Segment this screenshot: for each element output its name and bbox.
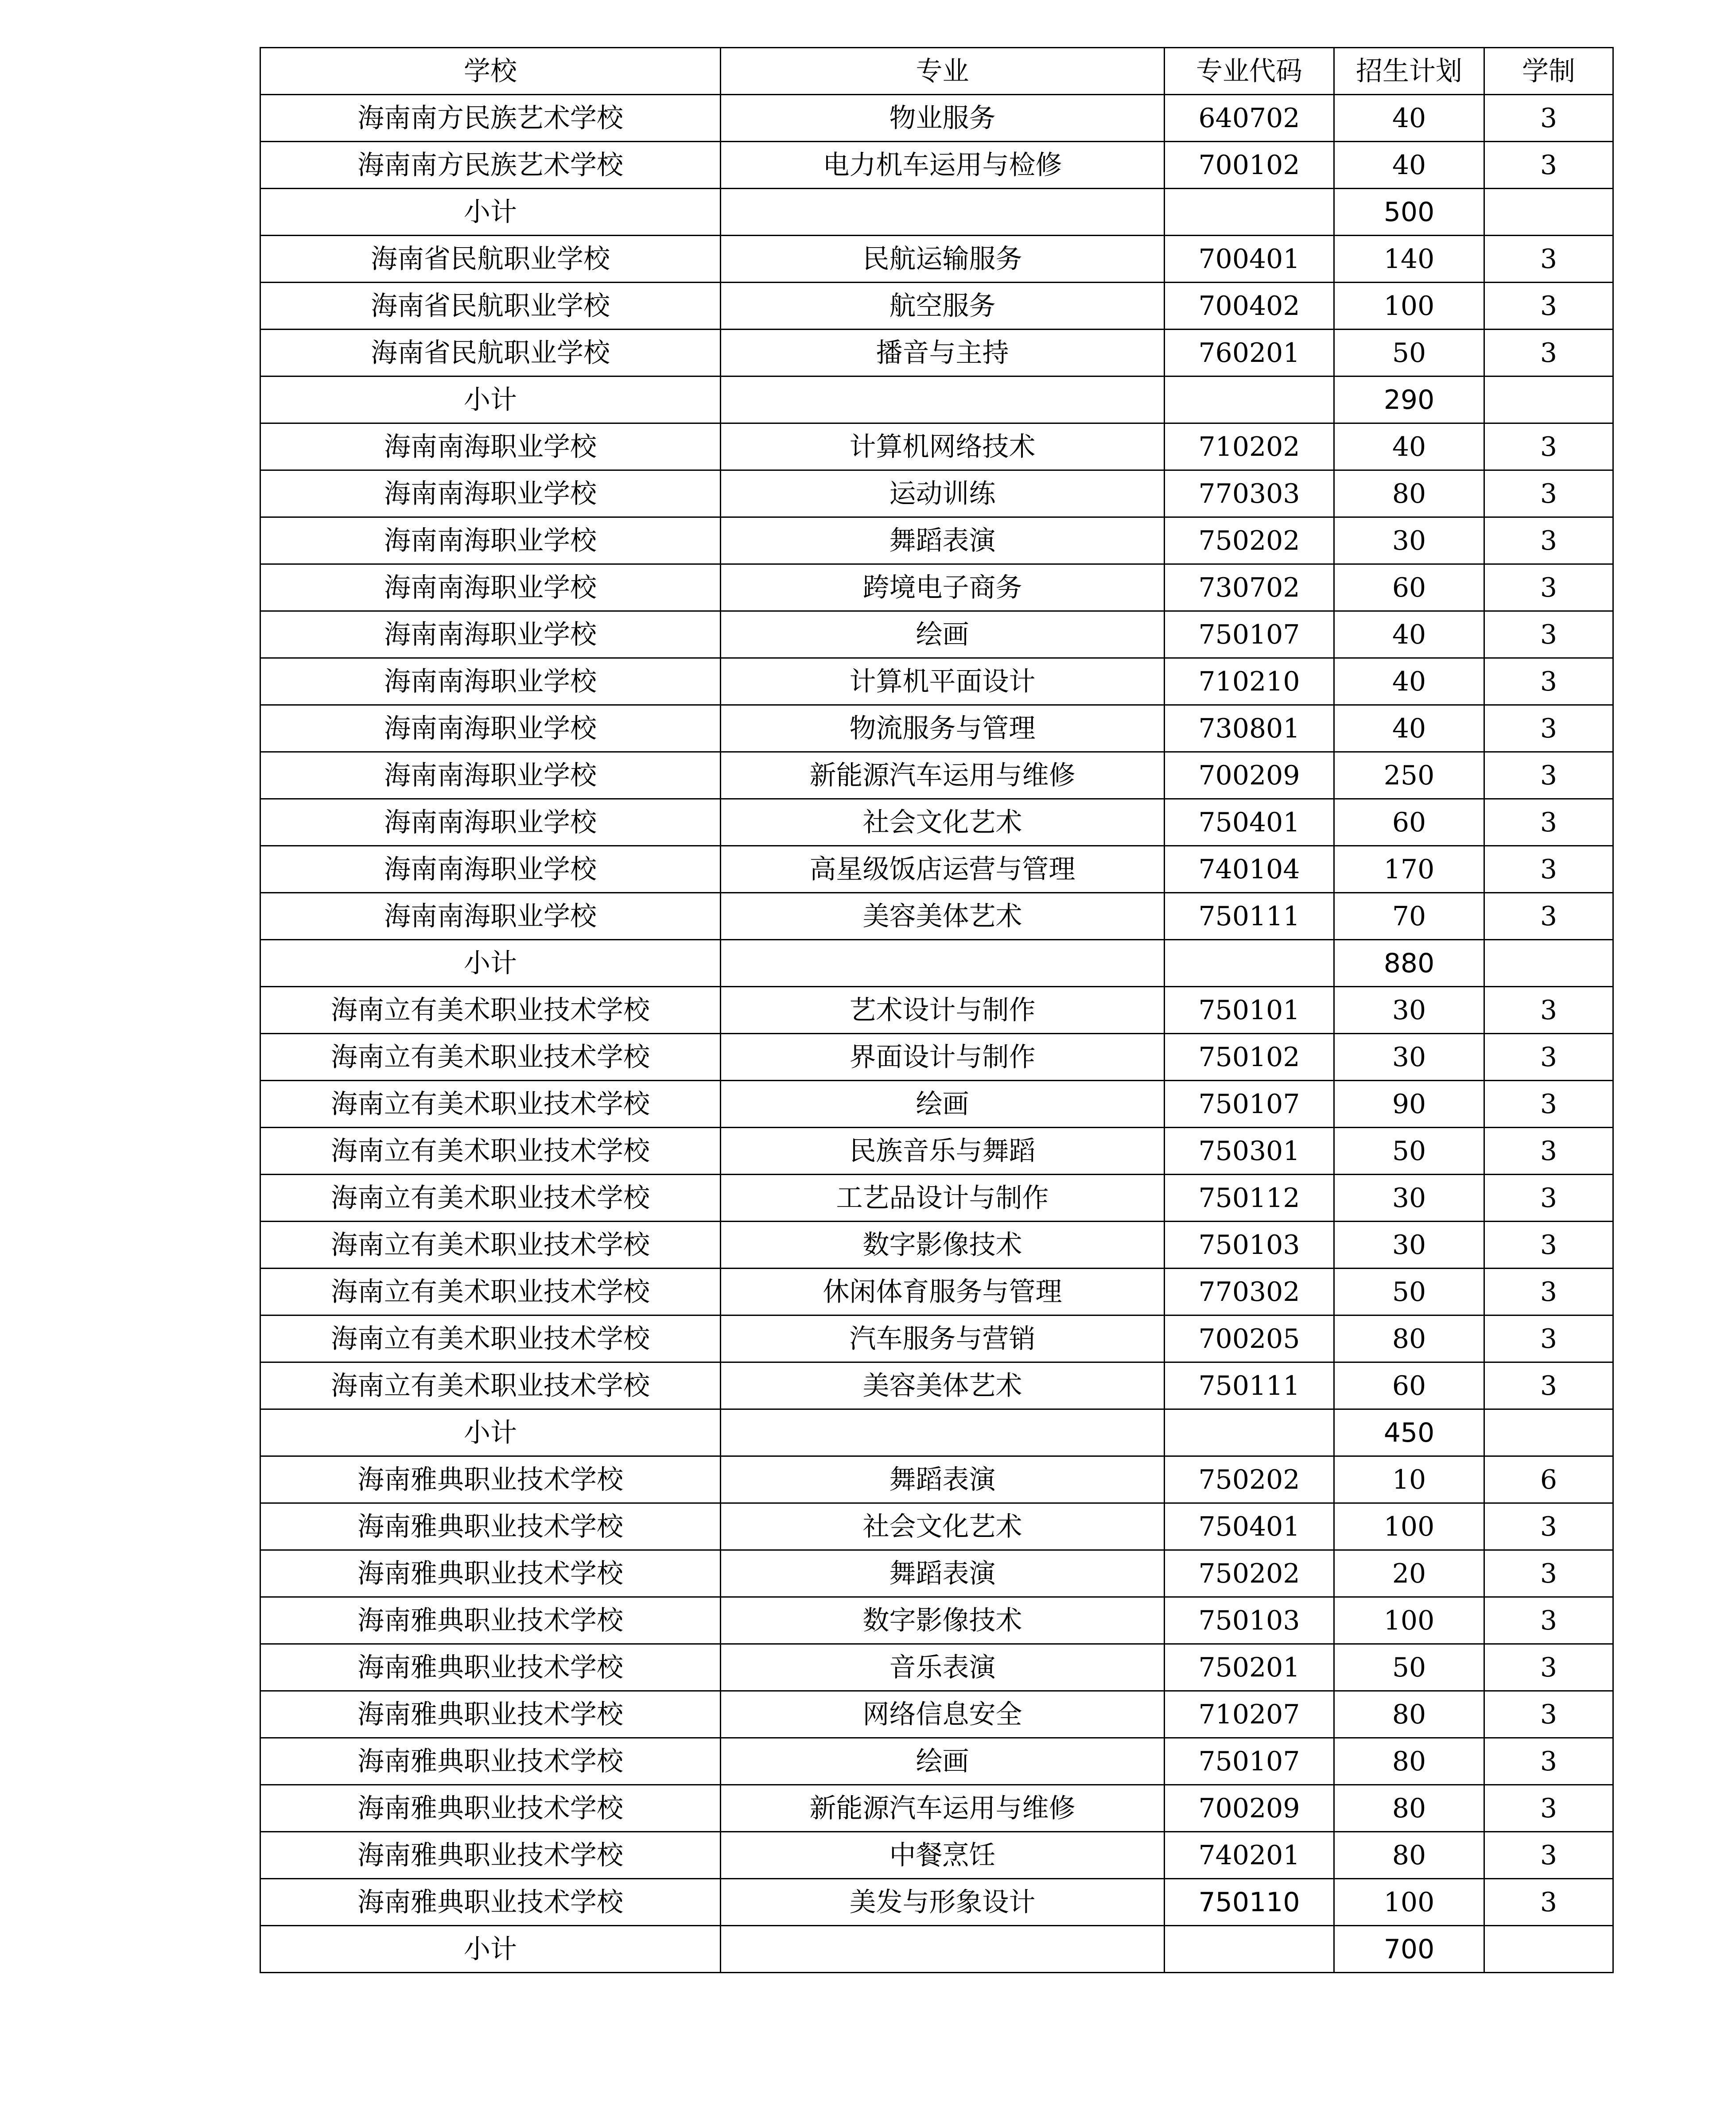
header-school: 学校 <box>260 48 721 95</box>
major-cell: 高星级饭店运营与管理 <box>721 846 1165 893</box>
school-cell: 海南南海职业学校 <box>260 517 721 564</box>
duration-cell: 3 <box>1484 1081 1613 1128</box>
subtotal-label: 小计 <box>260 1409 721 1456</box>
major-code-cell: 710207 <box>1165 1691 1334 1738</box>
major-code-cell: 750111 <box>1165 893 1334 940</box>
subtotal-total: 500 <box>1334 189 1484 236</box>
enrollment-plan-cell: 170 <box>1334 846 1484 893</box>
duration-cell: 3 <box>1484 1175 1613 1222</box>
subtotal-row <box>260 1926 1613 1973</box>
table-row <box>260 1128 1613 1175</box>
school-cell: 海南南方民族艺术学校 <box>260 142 721 189</box>
enrollment-plan-cell: 40 <box>1334 142 1484 189</box>
school-cell: 海南雅典职业技术学校 <box>260 1879 721 1926</box>
major-code-cell: 750103 <box>1165 1222 1334 1269</box>
duration-cell: 3 <box>1484 1269 1613 1315</box>
table-row <box>260 564 1613 611</box>
enrollment-plan-cell: 100 <box>1334 1879 1484 1926</box>
major-code-cell: 750112 <box>1165 1175 1334 1222</box>
subtotal-label: 小计 <box>260 1926 721 1973</box>
enrollment-plan-cell: 90 <box>1334 1081 1484 1128</box>
duration-cell: 3 <box>1484 470 1613 517</box>
table-row <box>260 1503 1613 1550</box>
major-cell: 艺术设计与制作 <box>721 987 1165 1034</box>
major-cell: 计算机网络技术 <box>721 423 1165 470</box>
subtotal-total: 290 <box>1334 376 1484 423</box>
major-code-cell: 750103 <box>1165 1597 1334 1644</box>
subtotal-empty-code <box>1165 189 1334 236</box>
major-cell: 社会文化艺术 <box>721 799 1165 846</box>
duration-cell: 3 <box>1484 752 1613 799</box>
subtotal-empty-code <box>1165 1926 1334 1973</box>
duration-cell: 3 <box>1484 142 1613 189</box>
school-cell: 海南南海职业学校 <box>260 658 721 705</box>
major-cell: 舞蹈表演 <box>721 517 1165 564</box>
duration-cell: 3 <box>1484 1550 1613 1597</box>
major-code-cell: 750201 <box>1165 1644 1334 1691</box>
enrollment-plan-cell: 80 <box>1334 1785 1484 1832</box>
enrollment-plan-cell: 10 <box>1334 1456 1484 1503</box>
major-cell: 绘画 <box>721 1738 1165 1785</box>
school-cell: 海南南海职业学校 <box>260 846 721 893</box>
enrollment-plan-cell: 30 <box>1334 1175 1484 1222</box>
major-code-cell: 700209 <box>1165 752 1334 799</box>
school-cell: 海南省民航职业学校 <box>260 330 721 376</box>
major-cell: 美容美体艺术 <box>721 1362 1165 1409</box>
enrollment-plan-cell: 40 <box>1334 611 1484 658</box>
duration-cell: 3 <box>1484 893 1613 940</box>
enrollment-plan-cell: 80 <box>1334 1738 1484 1785</box>
major-code-cell: 750202 <box>1165 517 1334 564</box>
table-row <box>260 846 1613 893</box>
school-cell: 海南立有美术职业技术学校 <box>260 1034 721 1081</box>
subtotal-empty-duration <box>1484 1409 1613 1456</box>
enrollment-plan-cell: 60 <box>1334 1362 1484 1409</box>
header-major: 专业 <box>721 48 1165 95</box>
table-row <box>260 1456 1613 1503</box>
duration-cell: 3 <box>1484 1128 1613 1175</box>
major-code-cell: 740201 <box>1165 1832 1334 1879</box>
subtotal-empty-duration <box>1484 376 1613 423</box>
table-row <box>260 1362 1613 1409</box>
header-duration: 学制 <box>1484 48 1613 95</box>
subtotal-empty-duration <box>1484 940 1613 987</box>
enrollment-plan-cell: 40 <box>1334 95 1484 142</box>
table-row <box>260 1222 1613 1269</box>
major-code-cell: 700402 <box>1165 283 1334 330</box>
major-code-cell: 750401 <box>1165 1503 1334 1550</box>
subtotal-empty-code <box>1165 376 1334 423</box>
major-cell: 美容美体艺术 <box>721 893 1165 940</box>
duration-cell: 3 <box>1484 283 1613 330</box>
table-row <box>260 470 1613 517</box>
duration-cell: 3 <box>1484 564 1613 611</box>
subtotal-label: 小计 <box>260 940 721 987</box>
table-row <box>260 705 1613 752</box>
school-cell: 海南南海职业学校 <box>260 752 721 799</box>
subtotal-row <box>260 189 1613 236</box>
table-row <box>260 1691 1613 1738</box>
enrollment-plan-cell: 100 <box>1334 1503 1484 1550</box>
duration-cell: 3 <box>1484 1738 1613 1785</box>
enrollment-plan-cell: 40 <box>1334 658 1484 705</box>
duration-cell: 3 <box>1484 236 1613 283</box>
school-cell: 海南南方民族艺术学校 <box>260 95 721 142</box>
duration-cell: 3 <box>1484 1832 1613 1879</box>
major-cell: 新能源汽车运用与维修 <box>721 1785 1165 1832</box>
enrollment-plan-cell: 80 <box>1334 470 1484 517</box>
school-cell: 海南南海职业学校 <box>260 564 721 611</box>
enrollment-plan-cell: 100 <box>1334 1597 1484 1644</box>
table-row <box>260 1785 1613 1832</box>
major-cell: 社会文化艺术 <box>721 1503 1165 1550</box>
enrollment-plan-cell: 40 <box>1334 705 1484 752</box>
major-code-cell: 750107 <box>1165 1738 1334 1785</box>
duration-cell: 3 <box>1484 705 1613 752</box>
subtotal-empty-code <box>1165 940 1334 987</box>
major-cell: 美发与形象设计 <box>721 1879 1165 1926</box>
major-cell: 界面设计与制作 <box>721 1034 1165 1081</box>
duration-cell: 3 <box>1484 1597 1613 1644</box>
table-row <box>260 1081 1613 1128</box>
table-row <box>260 330 1613 376</box>
header-enrollment-plan: 招生计划 <box>1334 48 1484 95</box>
major-cell: 汽车服务与营销 <box>721 1315 1165 1362</box>
major-code-cell: 700401 <box>1165 236 1334 283</box>
major-code-cell: 640702 <box>1165 95 1334 142</box>
table-row <box>260 1315 1613 1362</box>
duration-cell: 3 <box>1484 658 1613 705</box>
table-row <box>260 236 1613 283</box>
school-cell: 海南立有美术职业技术学校 <box>260 987 721 1034</box>
major-code-cell: 700209 <box>1165 1785 1334 1832</box>
subtotal-total: 450 <box>1334 1409 1484 1456</box>
major-code-cell: 710202 <box>1165 423 1334 470</box>
table-row <box>260 987 1613 1034</box>
major-cell: 新能源汽车运用与维修 <box>721 752 1165 799</box>
major-code-cell: 750401 <box>1165 799 1334 846</box>
school-cell: 海南省民航职业学校 <box>260 236 721 283</box>
major-code-cell: 750110 <box>1165 1879 1334 1926</box>
major-code-cell: 760201 <box>1165 330 1334 376</box>
major-code-cell: 750202 <box>1165 1550 1334 1597</box>
major-cell: 航空服务 <box>721 283 1165 330</box>
major-cell: 物业服务 <box>721 95 1165 142</box>
subtotal-total: 880 <box>1334 940 1484 987</box>
major-cell: 舞蹈表演 <box>721 1456 1165 1503</box>
school-cell: 海南雅典职业技术学校 <box>260 1597 721 1644</box>
table-row <box>260 893 1613 940</box>
school-cell: 海南南海职业学校 <box>260 470 721 517</box>
table-row <box>260 1879 1613 1926</box>
enrollment-plan-cell: 80 <box>1334 1691 1484 1738</box>
table-row <box>260 1034 1613 1081</box>
duration-cell: 3 <box>1484 330 1613 376</box>
duration-cell: 3 <box>1484 1362 1613 1409</box>
enrollment-plan-cell: 80 <box>1334 1315 1484 1362</box>
table-body <box>260 95 1613 1973</box>
duration-cell: 3 <box>1484 1034 1613 1081</box>
table-row <box>260 752 1613 799</box>
major-cell: 电力机车运用与检修 <box>721 142 1165 189</box>
school-cell: 海南雅典职业技术学校 <box>260 1503 721 1550</box>
duration-cell: 3 <box>1484 1644 1613 1691</box>
major-code-cell: 770302 <box>1165 1269 1334 1315</box>
table-row <box>260 1644 1613 1691</box>
school-cell: 海南立有美术职业技术学校 <box>260 1175 721 1222</box>
subtotal-empty-major <box>721 940 1165 987</box>
duration-cell: 3 <box>1484 1222 1613 1269</box>
duration-cell: 3 <box>1484 423 1613 470</box>
major-code-cell: 700205 <box>1165 1315 1334 1362</box>
major-code-cell: 750101 <box>1165 987 1334 1034</box>
subtotal-empty-major <box>721 376 1165 423</box>
enrollment-plan-cell: 50 <box>1334 1269 1484 1315</box>
table-row <box>260 1175 1613 1222</box>
school-cell: 海南雅典职业技术学校 <box>260 1785 721 1832</box>
subtotal-row <box>260 376 1613 423</box>
major-code-cell: 730801 <box>1165 705 1334 752</box>
table-row <box>260 1832 1613 1879</box>
subtotal-empty-major <box>721 1926 1165 1973</box>
table-row <box>260 1550 1613 1597</box>
subtotal-total: 700 <box>1334 1926 1484 1973</box>
school-cell: 海南雅典职业技术学校 <box>260 1456 721 1503</box>
major-cell: 计算机平面设计 <box>721 658 1165 705</box>
table-row <box>260 658 1613 705</box>
enrollment-plan-cell: 70 <box>1334 893 1484 940</box>
table-row <box>260 799 1613 846</box>
subtotal-empty-major <box>721 189 1165 236</box>
major-cell: 工艺品设计与制作 <box>721 1175 1165 1222</box>
table-row <box>260 95 1613 142</box>
duration-cell: 3 <box>1484 1879 1613 1926</box>
table-row <box>260 142 1613 189</box>
major-cell: 播音与主持 <box>721 330 1165 376</box>
major-code-cell: 700102 <box>1165 142 1334 189</box>
major-code-cell: 750107 <box>1165 1081 1334 1128</box>
enrollment-plan-cell: 30 <box>1334 1222 1484 1269</box>
enrollment-plan-cell: 250 <box>1334 752 1484 799</box>
school-cell: 海南雅典职业技术学校 <box>260 1738 721 1785</box>
major-cell: 休闲体育服务与管理 <box>721 1269 1165 1315</box>
enrollment-plan-table <box>260 47 1614 1973</box>
major-cell: 运动训练 <box>721 470 1165 517</box>
subtotal-label: 小计 <box>260 376 721 423</box>
enrollment-plan-cell: 50 <box>1334 1128 1484 1175</box>
major-cell: 中餐烹饪 <box>721 1832 1165 1879</box>
subtotal-label: 小计 <box>260 189 721 236</box>
school-cell: 海南雅典职业技术学校 <box>260 1644 721 1691</box>
major-cell: 跨境电子商务 <box>721 564 1165 611</box>
school-cell: 海南雅典职业技术学校 <box>260 1691 721 1738</box>
duration-cell: 3 <box>1484 95 1613 142</box>
enrollment-plan-cell: 20 <box>1334 1550 1484 1597</box>
major-code-cell: 710210 <box>1165 658 1334 705</box>
table-row <box>260 1738 1613 1785</box>
school-cell: 海南雅典职业技术学校 <box>260 1550 721 1597</box>
major-code-cell: 750102 <box>1165 1034 1334 1081</box>
enrollment-plan-cell: 80 <box>1334 1832 1484 1879</box>
school-cell: 海南省民航职业学校 <box>260 283 721 330</box>
enrollment-plan-cell: 30 <box>1334 1034 1484 1081</box>
duration-cell: 3 <box>1484 1315 1613 1362</box>
duration-cell: 6 <box>1484 1456 1613 1503</box>
subtotal-empty-duration <box>1484 1926 1613 1973</box>
enrollment-plan-cell: 30 <box>1334 987 1484 1034</box>
major-cell: 数字影像技术 <box>721 1597 1165 1644</box>
major-cell: 绘画 <box>721 611 1165 658</box>
school-cell: 海南立有美术职业技术学校 <box>260 1362 721 1409</box>
school-cell: 海南立有美术职业技术学校 <box>260 1081 721 1128</box>
duration-cell: 3 <box>1484 611 1613 658</box>
duration-cell: 3 <box>1484 1691 1613 1738</box>
school-cell: 海南南海职业学校 <box>260 611 721 658</box>
enrollment-plan-cell: 40 <box>1334 423 1484 470</box>
enrollment-plan-cell: 30 <box>1334 517 1484 564</box>
major-code-cell: 750107 <box>1165 611 1334 658</box>
table-row <box>260 423 1613 470</box>
header-row <box>260 48 1613 95</box>
school-cell: 海南立有美术职业技术学校 <box>260 1315 721 1362</box>
enrollment-plan-cell: 100 <box>1334 283 1484 330</box>
subtotal-empty-major <box>721 1409 1165 1456</box>
table-row <box>260 283 1613 330</box>
school-cell: 海南南海职业学校 <box>260 893 721 940</box>
table-row <box>260 1269 1613 1315</box>
enrollment-plan-cell: 140 <box>1334 236 1484 283</box>
enrollment-plan-cell: 50 <box>1334 330 1484 376</box>
major-cell: 民族音乐与舞蹈 <box>721 1128 1165 1175</box>
major-code-cell: 750111 <box>1165 1362 1334 1409</box>
subtotal-empty-duration <box>1484 189 1613 236</box>
enrollment-plan-cell: 60 <box>1334 564 1484 611</box>
table-row <box>260 611 1613 658</box>
subtotal-row <box>260 1409 1613 1456</box>
table-row <box>260 1597 1613 1644</box>
school-cell: 海南立有美术职业技术学校 <box>260 1269 721 1315</box>
duration-cell: 3 <box>1484 1785 1613 1832</box>
duration-cell: 3 <box>1484 846 1613 893</box>
major-code-cell: 770303 <box>1165 470 1334 517</box>
major-cell: 物流服务与管理 <box>721 705 1165 752</box>
major-cell: 音乐表演 <box>721 1644 1165 1691</box>
school-cell: 海南立有美术职业技术学校 <box>260 1222 721 1269</box>
duration-cell: 3 <box>1484 987 1613 1034</box>
duration-cell: 3 <box>1484 517 1613 564</box>
enrollment-plan-cell: 60 <box>1334 799 1484 846</box>
duration-cell: 3 <box>1484 1503 1613 1550</box>
subtotal-row <box>260 940 1613 987</box>
major-code-cell: 750301 <box>1165 1128 1334 1175</box>
major-cell: 数字影像技术 <box>721 1222 1165 1269</box>
school-cell: 海南雅典职业技术学校 <box>260 1832 721 1879</box>
subtotal-empty-code <box>1165 1409 1334 1456</box>
major-code-cell: 730702 <box>1165 564 1334 611</box>
school-cell: 海南南海职业学校 <box>260 705 721 752</box>
table-row <box>260 517 1613 564</box>
header-major-code: 专业代码 <box>1165 48 1334 95</box>
enrollment-plan-cell: 50 <box>1334 1644 1484 1691</box>
major-code-cell: 750202 <box>1165 1456 1334 1503</box>
major-cell: 舞蹈表演 <box>721 1550 1165 1597</box>
school-cell: 海南南海职业学校 <box>260 799 721 846</box>
major-cell: 网络信息安全 <box>721 1691 1165 1738</box>
school-cell: 海南立有美术职业技术学校 <box>260 1128 721 1175</box>
duration-cell: 3 <box>1484 799 1613 846</box>
major-cell: 绘画 <box>721 1081 1165 1128</box>
school-cell: 海南南海职业学校 <box>260 423 721 470</box>
major-cell: 民航运输服务 <box>721 236 1165 283</box>
major-code-cell: 740104 <box>1165 846 1334 893</box>
